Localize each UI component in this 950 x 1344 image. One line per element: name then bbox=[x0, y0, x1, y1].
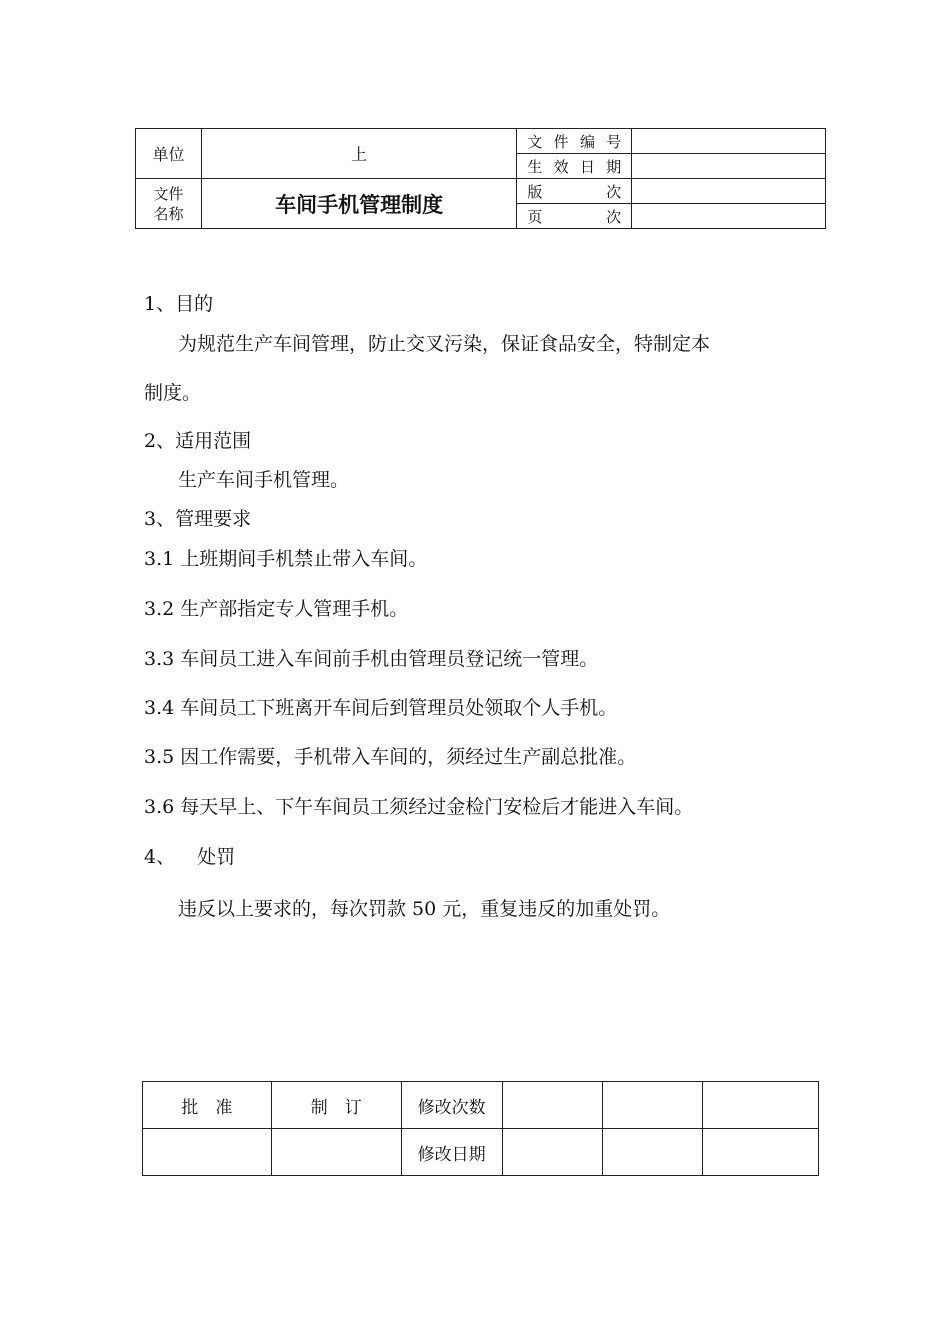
section-1-text-continued: 制度。 bbox=[144, 382, 202, 404]
effective-date-label-cell bbox=[517, 154, 632, 179]
requirement-item: 3.1 上班期间手机禁止带入车间。 bbox=[144, 548, 428, 570]
document-title: 车间手机管理制度 bbox=[275, 192, 444, 217]
version-label-cell bbox=[517, 179, 632, 204]
page-value bbox=[632, 204, 826, 229]
approve-label-cell bbox=[143, 1082, 272, 1129]
page-label: 页 次 bbox=[527, 207, 622, 226]
section-4-number: 4、 bbox=[144, 846, 176, 868]
page-label-cell bbox=[517, 204, 632, 229]
approve-label: 批 准 bbox=[181, 1097, 233, 1118]
requirement-item: 3.3 车间员工进入车间前手机由管理员登记统一管理。 bbox=[144, 648, 599, 670]
section-1-text: 为规范生产车间管理，防止交叉污染，保证食品安全，特制定本 bbox=[178, 333, 711, 355]
approve-value bbox=[143, 1129, 272, 1176]
requirement-item: 3.2 生产部指定专人管理手机。 bbox=[144, 598, 409, 620]
requirement-item: 3.6 每天早上、下午车间员工须经过金检门安检后才能进入车间。 bbox=[144, 796, 694, 818]
document-header-table bbox=[135, 128, 826, 229]
mod-count-label: 修改次数 bbox=[417, 1097, 486, 1118]
section-3-heading: 3、管理要求 bbox=[144, 508, 252, 530]
file-number-label-cell bbox=[517, 129, 632, 154]
mod-count-value-1 bbox=[502, 1082, 603, 1129]
section-2-heading: 2、适用范围 bbox=[144, 430, 252, 452]
mod-date-label: 修改日期 bbox=[417, 1144, 486, 1165]
effective-date-label: 生 效 日 期 bbox=[527, 157, 622, 176]
document-title-cell bbox=[201, 179, 516, 229]
unit-label: 单位 bbox=[152, 145, 185, 164]
mod-date-value-3 bbox=[703, 1129, 819, 1176]
mod-count-value-2 bbox=[603, 1082, 703, 1129]
revise-label: 制 订 bbox=[310, 1097, 362, 1118]
mod-date-label-cell bbox=[401, 1129, 502, 1176]
mod-count-label-cell bbox=[401, 1082, 502, 1129]
unit-value-cell bbox=[201, 129, 516, 179]
section-1-heading: 1、目的 bbox=[144, 293, 214, 315]
section-4-title: 处罚 bbox=[197, 846, 236, 868]
revise-value bbox=[271, 1129, 401, 1176]
approval-table bbox=[142, 1081, 819, 1176]
section-4-text: 违反以上要求的，每次罚款 50 元，重复违反的加重处罚。 bbox=[178, 898, 671, 920]
file-name-label-cell bbox=[136, 179, 202, 229]
revise-label-cell bbox=[271, 1082, 401, 1129]
version-value bbox=[632, 179, 826, 204]
file-number-value bbox=[632, 129, 826, 154]
mod-date-value-2 bbox=[603, 1129, 703, 1176]
requirement-item: 3.5 因工作需要，手机带入车间的，须经过生产副总批准。 bbox=[144, 746, 637, 768]
mod-count-value-3 bbox=[703, 1082, 819, 1129]
unit-value: 上 bbox=[351, 145, 368, 164]
requirement-item: 3.4 车间员工下班离开车间后到管理员处领取个人手机。 bbox=[144, 697, 618, 719]
file-name-label-line-2: 名称 bbox=[153, 204, 184, 223]
unit-label-cell bbox=[136, 129, 202, 179]
file-name-label-line-1: 文件 bbox=[153, 184, 184, 203]
effective-date-value bbox=[632, 154, 826, 179]
file-number-label: 文 件 编 号 bbox=[527, 132, 622, 151]
section-2-text: 生产车间手机管理。 bbox=[178, 469, 350, 491]
mod-date-value-1 bbox=[502, 1129, 603, 1176]
version-label: 版 次 bbox=[527, 182, 622, 201]
section-4-heading bbox=[144, 844, 235, 870]
